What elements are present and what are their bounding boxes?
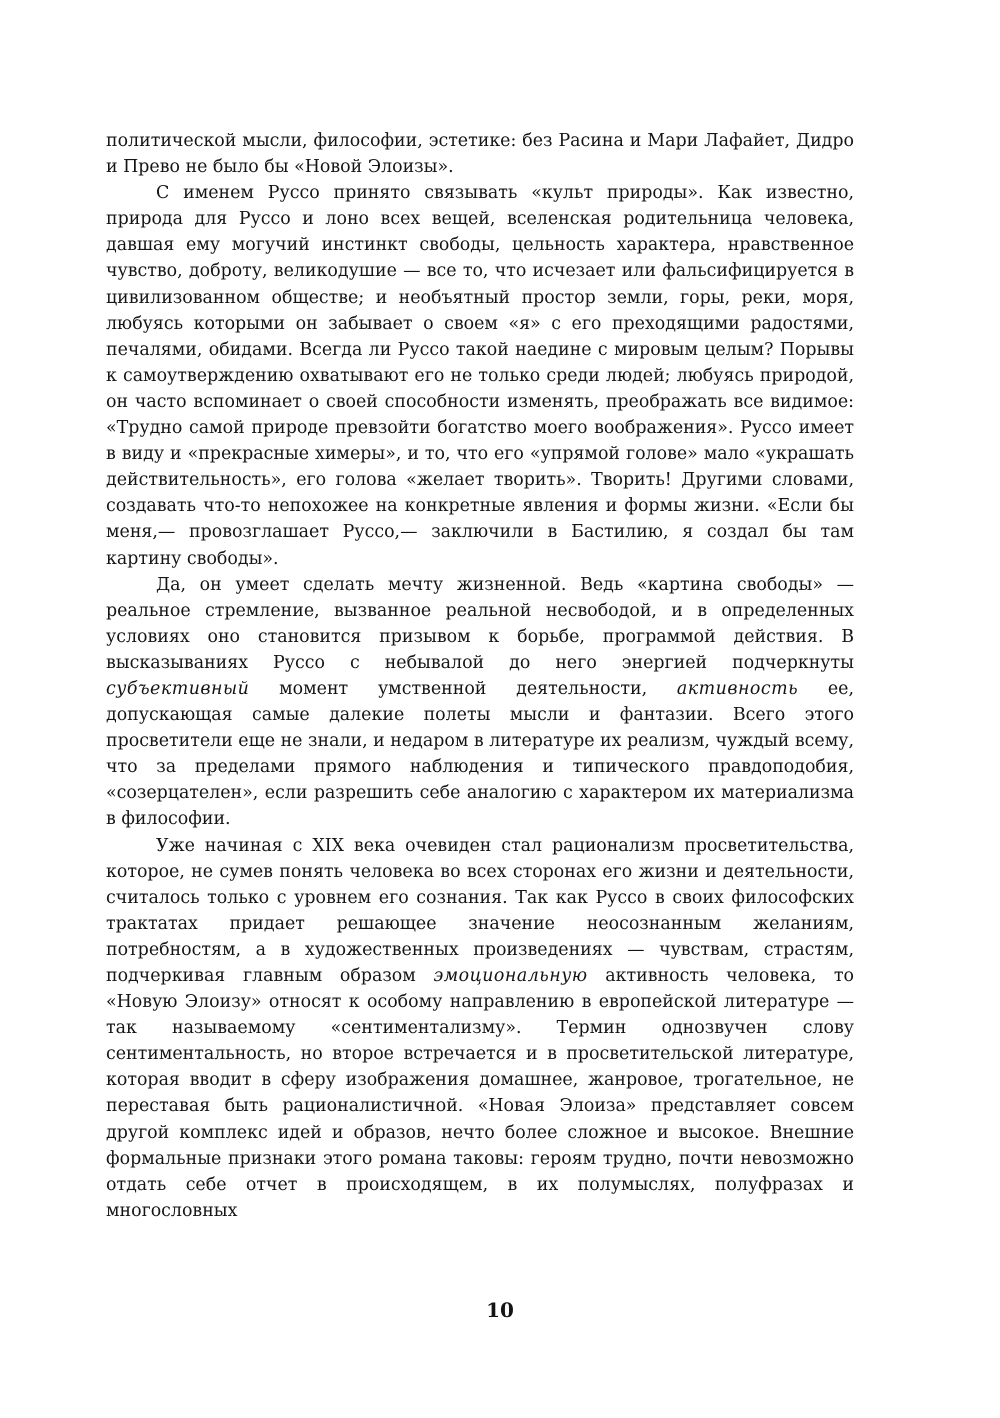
text-run: момент умственной деятельности, [249, 678, 677, 699]
page-number: 10 [486, 1298, 514, 1322]
body-text [106, 128, 854, 1224]
text-run: активность человека, то «Новую Элоизу» относят к особому направлению в европейской литературе — так называемому «сентиментализму». Термин однозвучен слову сентиментальность, но второе встречается и в просветительской литературе, которая вводит в сферу изображения домашнее, жанровое, трогательное, не переставая быть рационалистичной. «Новая Элоиза» представляет совсем другой комплекс идей и образов, нечто более сложное и высокое. Внешние формальные признаки этого романа таковы: героям трудно, почти невозможно отдать себе отчет в происходящем, в их полумыслях, полуфразах и многословных [106, 966, 854, 1221]
text-run: ее, допускающая самые далекие полеты мысли и фантазии. Всего этого просветители еще не знали, и недаром в литературе их реализм, чуждый всему, что за пределами прямого наблюдения и типического правдоподобия, «созерцателен», если разрешить себе аналогию с характером их материализма в философии. [106, 678, 855, 830]
text-run: Уже начиная с XIX века очевиден стал рационализм просветительства, которое, не сумев понять человека во всех сторонах его жизни и деятельности, считалось только с уровнем его сознания. Так как Руссо в своих философских трактатах придает решающее значение неосознанным желаниям, потребностям, а в художественных произведениях — чувствам, страстям, подчеркивая главным образом [106, 835, 854, 986]
text-run: Да, он умеет сделать мечту жизненной. Ведь «картина свободы» — реальное стремление, вызванное реальной несвободой, и в определенных условиях оно становится призывом к борьбе, программой действия. В высказываниях Руссо с небывалой до него энергией подчеркнуты [106, 574, 854, 673]
paragraph-2 [106, 180, 854, 571]
emphasis-activity: активность [676, 678, 799, 699]
emphasis-emotional: эмоциональную [433, 966, 588, 986]
paragraph-1 [106, 128, 854, 180]
emphasis-subjective: субъективный [106, 678, 250, 699]
paragraph-4 [106, 833, 854, 1224]
text-run: С именем Руссо принято связывать «культ природы». Как известно, природа для Руссо и лоно всех вещей, вселенская родительница человека, давшая ему могучий инстинкт свободы, цельность характера, нравственное чувство, доброту, великодушие — все то, что исчезает или фальсифицируется в цивилизованном обществе; и необъятный простор земли, горы, реки, моря, любуясь которыми он забывает о своем «я» с его преходящими радостями, печалями, обидами. Всегда ли Руссо такой наедине с мировым целым? Порывы к самоутверждению охватывают его не только среди людей; любуясь природой, он часто вспоминает о своей способности изменять, преображать все видимое: «Трудно самой природе превзойти богатство моего воображения». Руссо имеет в виду и «прекрасные химеры», и то, что его «упрямой голове» мало «украшать действительность», его голова «желает творить». Творить! Другими словами, создавать что-то непохожее на конкретные явления и формы жизни. «Если бы меня,— провозглашает Руссо,— заключили в Бастилию, я создал бы там картину свободы». [106, 183, 854, 569]
text-run: политической мысли, философии, эстетике: без Расина и Мари Лафайет, Дидро и Прево не было бы «Новой Элоизы». [106, 131, 854, 178]
paragraph-3 [106, 572, 854, 833]
